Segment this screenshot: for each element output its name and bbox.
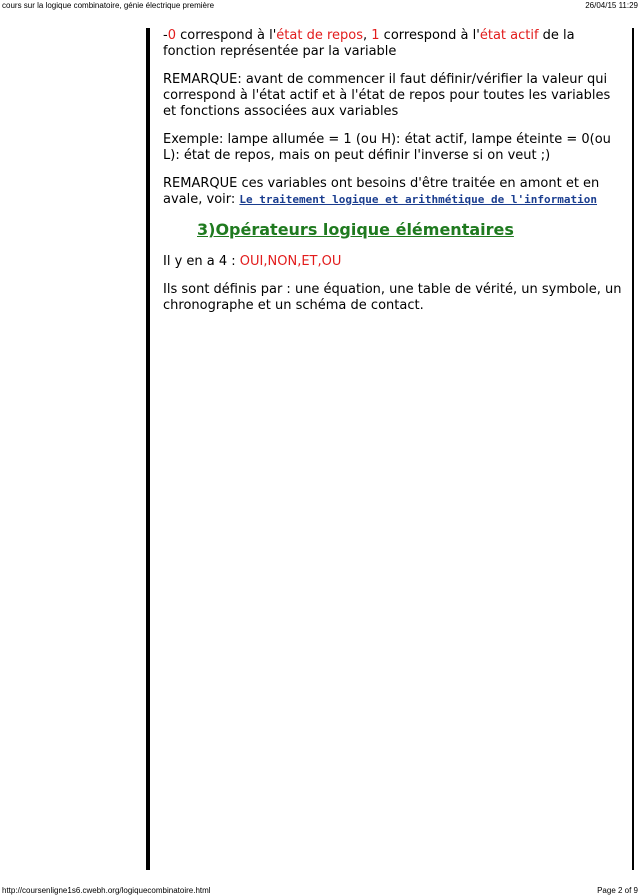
remarque-2-text: REMARQUE ces variables ont besoins d'être traitée en amont et en avale, voir:: [163, 176, 600, 207]
traitement-logique-link[interactable]: Le traitement logique et arithmétique de l'information: [239, 193, 598, 206]
footer-url: http://coursenligne1s6.cwebh.org/logiquecombinatoire.html: [2, 886, 211, 895]
text-correspond-1: correspond à l': [175, 28, 277, 43]
paragraph-remarque-1: REMARQUE: avant de commencer il faut définir/vérifier la valeur qui correspond à l'état actif et à l'état de repos pour toutes les variables et fonctions associées aux variables: [163, 72, 611, 119]
text-fonction: de la fonction représentée par la variable: [163, 28, 575, 59]
left-border-rule: [146, 28, 150, 870]
right-border-rule: [632, 28, 634, 870]
paragraph-states: [163, 28, 623, 60]
document-title: cours sur la logique combinatoire, génie électrique première: [2, 1, 215, 10]
text-correspond-2: correspond à l': [379, 28, 480, 43]
paragraph-definitions: Ils sont définis par : une équation, une table de vérité, un symbole, un chronographe et un schéma de contact.: [163, 282, 622, 313]
dash-text: -: [163, 28, 168, 43]
section-title-operateurs: 3)Opérateurs logique élémentaires: [197, 220, 514, 239]
term-etat-actif: état actif: [479, 28, 539, 43]
operators-count-text: Il y en a 4 :: [163, 254, 240, 269]
operators-list: OUI,NON,ET,OU: [239, 254, 342, 269]
paragraph-exemple: Exemple: lampe allumée = 1 (ou H): état actif, lampe éteinte = 0(ou L): état de repos, mais on peut définir l'inverse si on veut ;): [163, 132, 611, 163]
paragraph-remarque-2: [163, 176, 623, 208]
term-etat-repos: état de repos: [276, 28, 363, 43]
footer-page-number: Page 2 of 9: [597, 886, 638, 895]
value-zero: 0: [167, 28, 176, 43]
value-one: 1: [371, 28, 380, 43]
page-content: [163, 28, 623, 326]
paragraph-operators-count: [163, 254, 623, 270]
print-datetime: 26/04/15 11:29: [585, 1, 638, 10]
comma-text: ,: [363, 28, 372, 43]
